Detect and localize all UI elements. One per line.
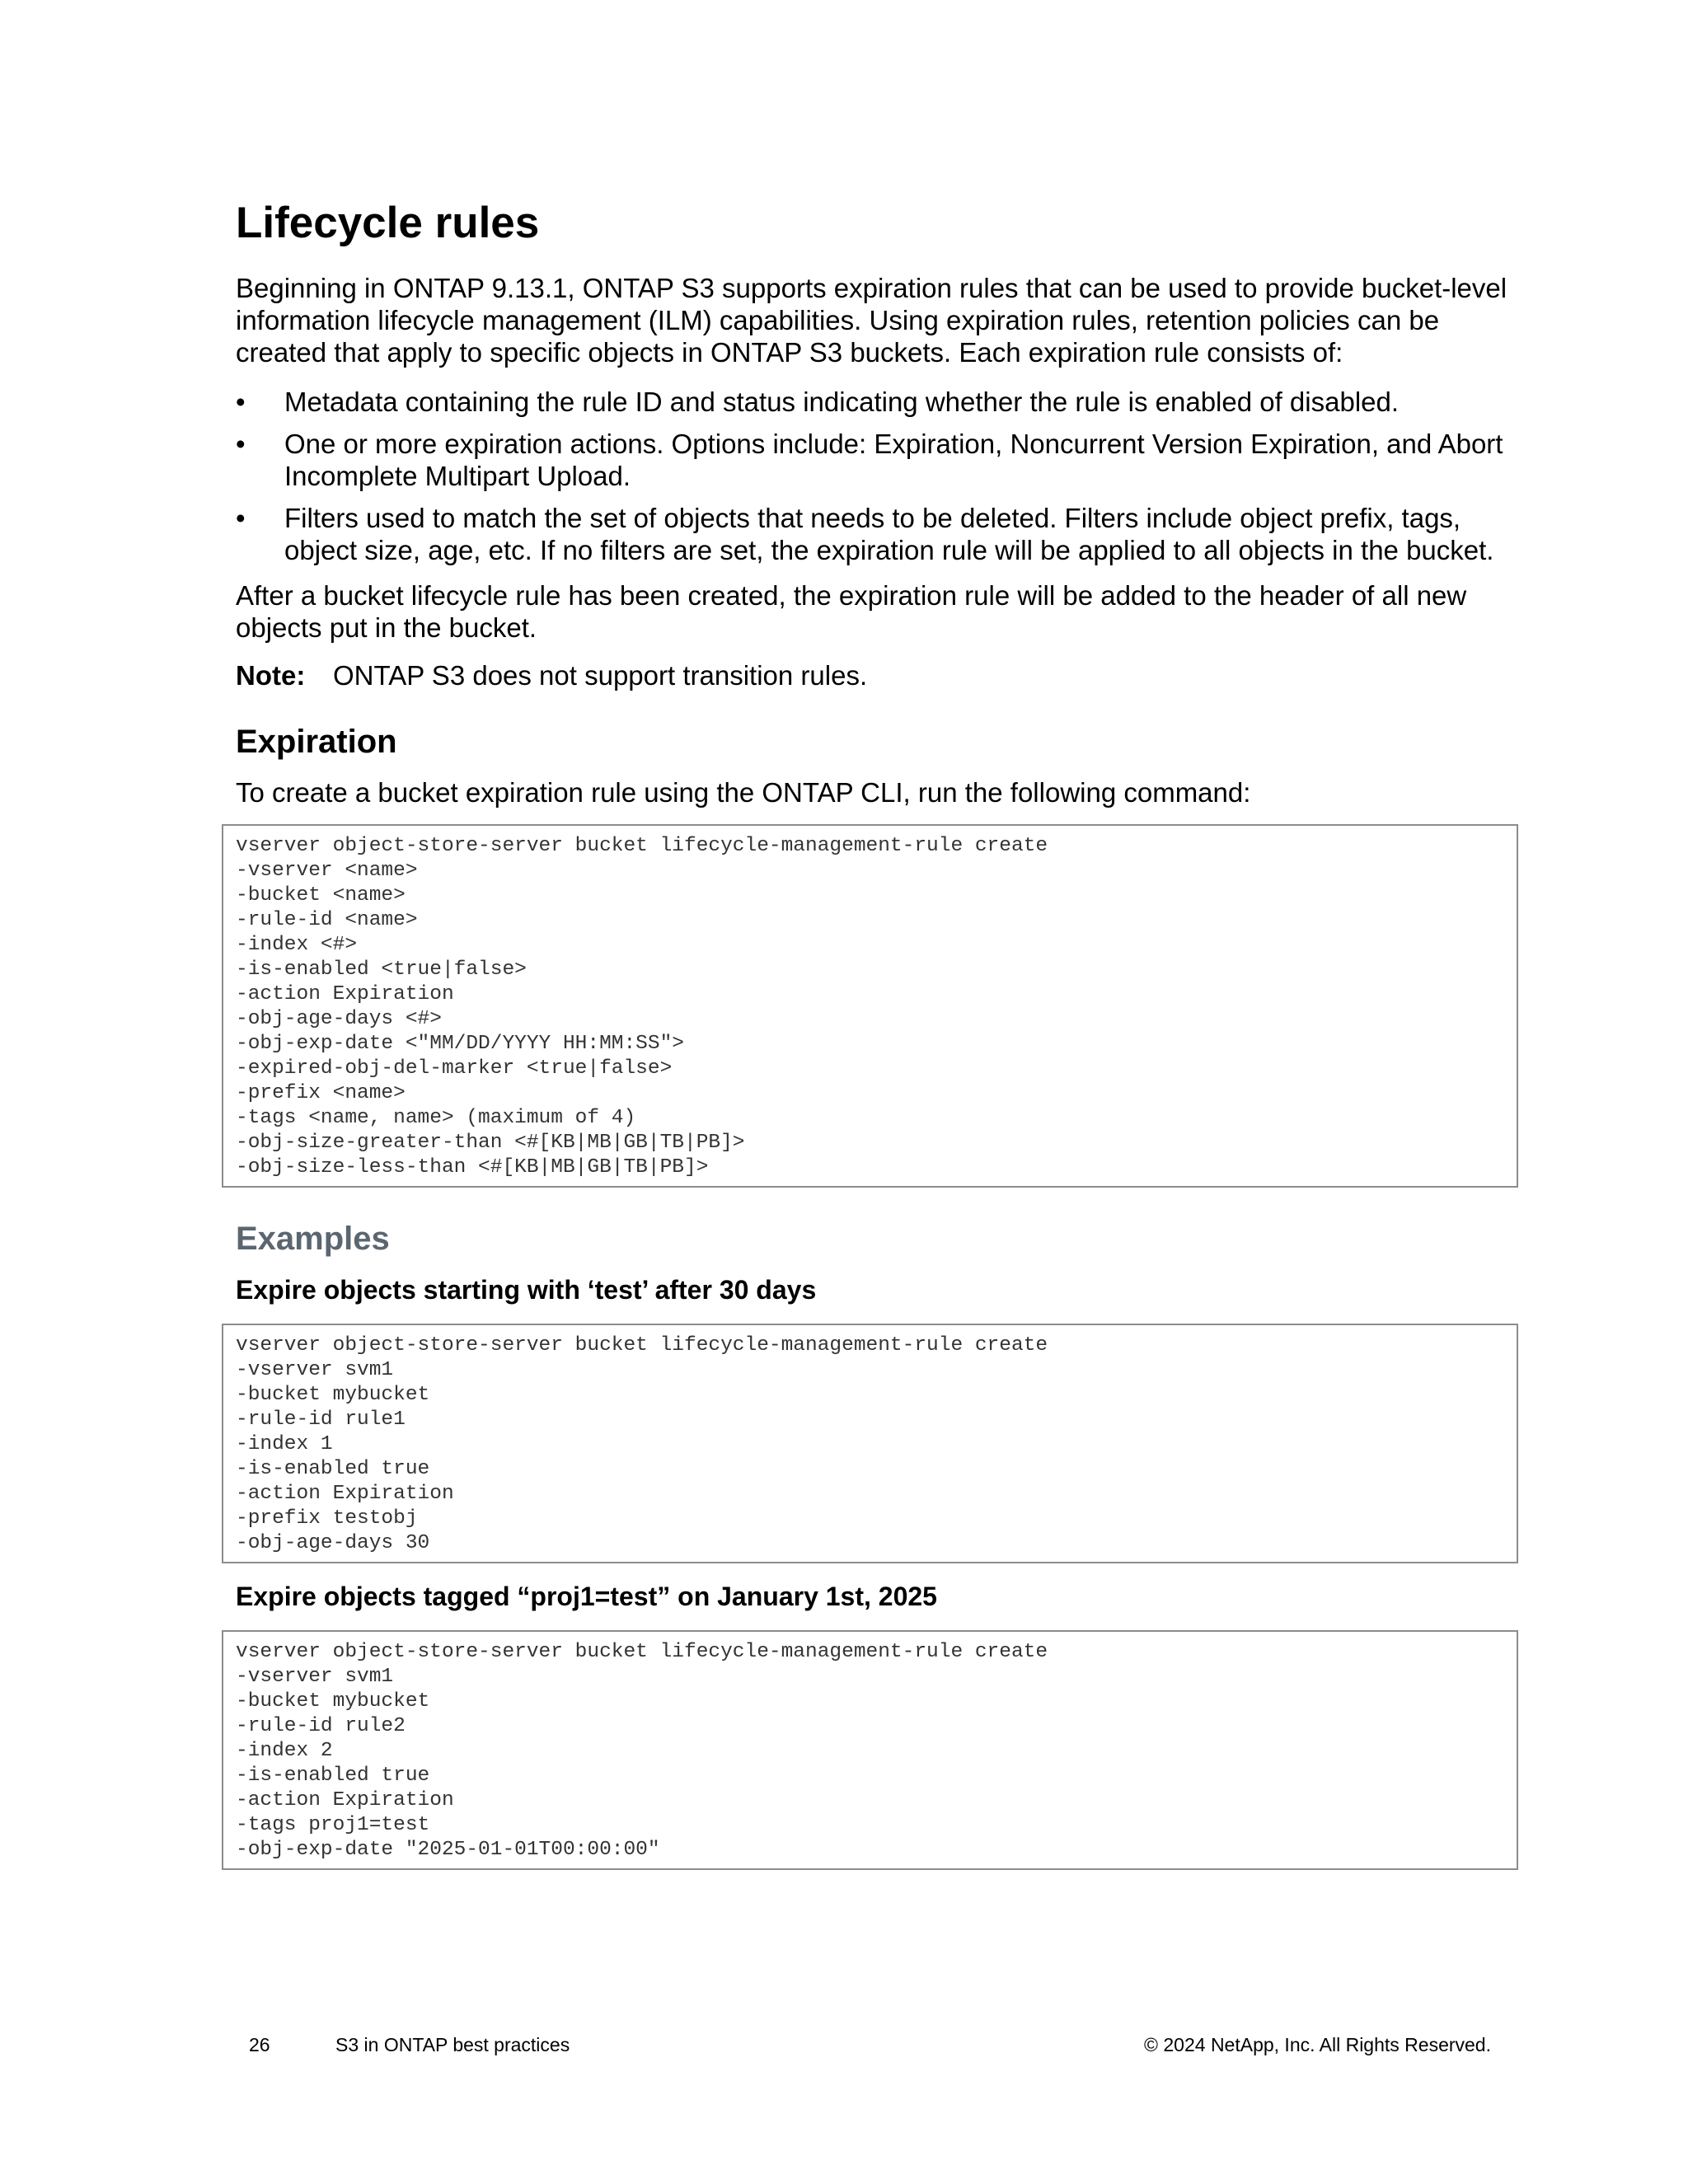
footer-copyright: © 2024 NetApp, Inc. All Rights Reserved.	[1144, 2034, 1491, 2055]
code-line: -tags <name, name> (maximum of 4)	[236, 1107, 636, 1129]
bullet-icon: •	[236, 429, 246, 459]
list-item	[236, 502, 1522, 566]
code-line: -vserver svm1	[236, 1666, 394, 1688]
note	[236, 659, 867, 691]
code-line: -tags proj1=test	[236, 1814, 430, 1836]
code-line: -expired-obj-del-marker <true|false>	[236, 1057, 673, 1080]
code-line: -bucket mybucket	[236, 1384, 430, 1406]
footer-doc-title: S3 in ONTAP best practices	[335, 2034, 570, 2055]
code-line: -action Expiration	[236, 1483, 454, 1505]
list-item	[236, 386, 1522, 418]
code-line: -action Expiration	[236, 983, 454, 1005]
code-block-example-2	[222, 1630, 1518, 1870]
footer-page-number: 26	[249, 2034, 270, 2055]
expiration-intro: To create a bucket expiration rule using the ONTAP CLI, run the following command:	[236, 777, 1251, 808]
rule-components-list	[236, 386, 1522, 576]
code-line: -rule-id <name>	[236, 909, 418, 931]
code-line: -rule-id rule2	[236, 1715, 406, 1737]
code-line: vserver object-store-server bucket lifecycle-management-rule create	[236, 1334, 1048, 1357]
code-line: vserver object-store-server bucket lifecycle-management-rule create	[236, 835, 1048, 857]
code-line: -rule-id rule1	[236, 1408, 406, 1431]
code-line: -vserver <name>	[236, 860, 418, 882]
code-block-example-1	[222, 1324, 1518, 1563]
code-line: -obj-age-days <#>	[236, 1008, 442, 1030]
code-line: -index 2	[236, 1740, 333, 1762]
examples-heading: Examples	[236, 1221, 390, 1257]
code-line: -action Expiration	[236, 1789, 454, 1811]
code-line: -obj-exp-date <"MM/DD/YYYY HH:MM:SS">	[236, 1033, 684, 1055]
code-line: -vserver svm1	[236, 1359, 394, 1381]
after-paragraph: After a bucket lifecycle rule has been created, the expiration rule will be added to the header of all new objects put in the bucket.	[236, 580, 1467, 643]
example-title: Expire objects starting with ‘test’ after 30 days	[236, 1275, 817, 1305]
code-line: -obj-size-less-than <#[KB|MB|GB|TB|PB]>	[236, 1156, 709, 1179]
example-title: Expire objects tagged “proj1=test” on January 1st, 2025	[236, 1582, 937, 1611]
list-item-text: Filters used to match the set of objects that needs to be deleted. Filters include object prefix, tags, object size, age, etc. If no filters are set, the expiration rule will be applied to all objects in the bucket.	[284, 503, 1494, 565]
list-item-text: Metadata containing the rule ID and status indicating whether the rule is enabled of disabled.	[284, 387, 1400, 417]
expiration-heading: Expiration	[236, 724, 397, 760]
note-label: Note:	[236, 660, 306, 691]
code-line: -is-enabled <true|false>	[236, 958, 527, 981]
code-line: -bucket <name>	[236, 884, 406, 907]
code-line: -obj-age-days 30	[236, 1532, 430, 1554]
bullet-icon: •	[236, 503, 246, 533]
list-item-text: One or more expiration actions. Options include: Expiration, Noncurrent Version Expiration, and Abort Incomplete Multipart Upload.	[284, 429, 1503, 491]
page-title: Lifecycle rules	[236, 199, 540, 247]
code-line: -obj-size-greater-than <#[KB|MB|GB|TB|PB]>	[236, 1132, 745, 1154]
code-line: -is-enabled true	[236, 1458, 430, 1480]
code-line: -obj-exp-date "2025-01-01T00:00:00"	[236, 1839, 660, 1861]
code-line: -prefix testobj	[236, 1507, 418, 1530]
code-line: -bucket mybucket	[236, 1690, 430, 1713]
code-line: -index <#>	[236, 934, 358, 956]
intro-paragraph: Beginning in ONTAP 9.13.1, ONTAP S3 supports expiration rules that can be used to provide bucket-level information lifecycle management (ILM) capabilities. Using expiration rules, retention policies can be created that apply to specific objects in ONTAP S3 buckets. Each expiration rule consists of:	[236, 273, 1507, 368]
code-line: -prefix <name>	[236, 1082, 406, 1104]
note-text: ONTAP S3 does not support transition rules.	[333, 660, 868, 691]
code-block-syntax	[222, 824, 1518, 1188]
code-line: -index 1	[236, 1433, 333, 1455]
bullet-icon: •	[236, 387, 246, 417]
list-item	[236, 428, 1522, 492]
code-line: vserver object-store-server bucket lifecycle-management-rule create	[236, 1641, 1048, 1663]
code-line: -is-enabled true	[236, 1765, 430, 1787]
